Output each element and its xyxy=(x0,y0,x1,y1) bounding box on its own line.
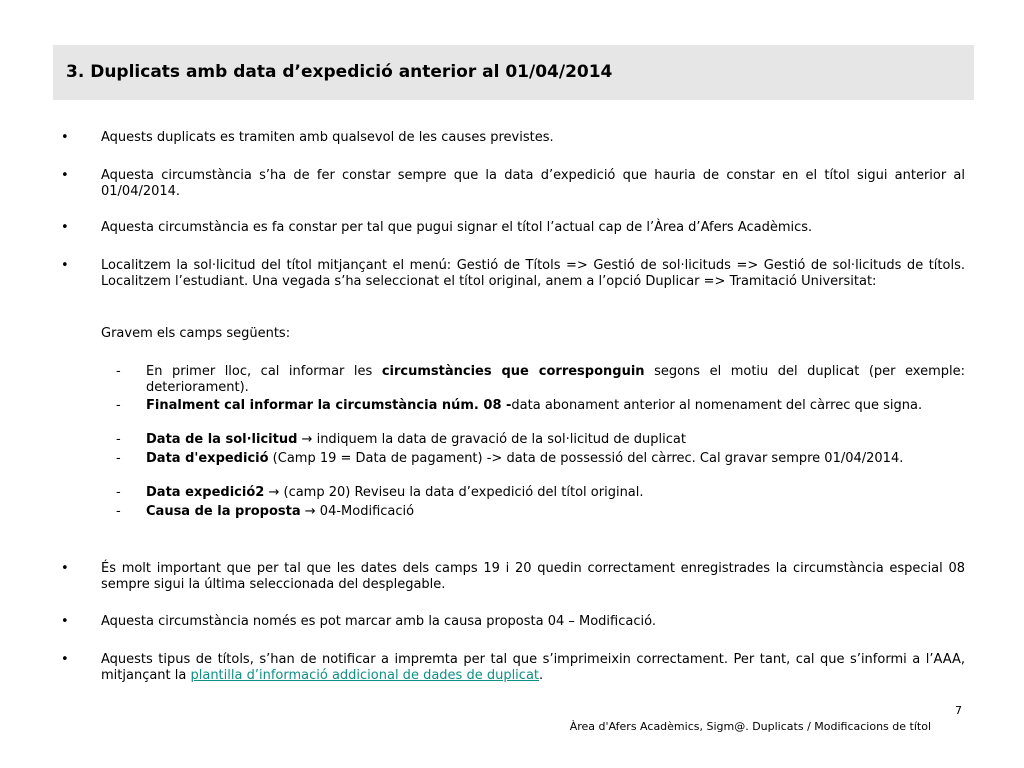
bullet-marker: • xyxy=(61,220,69,235)
sub-item: Causa de la proposta → 04-Modificació xyxy=(146,504,415,519)
dash-marker: - xyxy=(116,364,121,379)
bullet-text: És molt important que per tal que les dates dels camps 19 i 20 quedin correctament enregistrades la circumstància especial 08 sempre sigui la última seleccionada del desplegable. xyxy=(101,561,965,592)
dash-marker: - xyxy=(116,451,121,466)
sub-item: Data d'expedició (Camp 19 = Data de pagament) -> data de possessió del càrrec. Cal gravar sempre 01/04/2014. xyxy=(146,451,904,466)
sub-item: En primer lloc, cal informar les circumstàncies que corresponguin segons el motiu del duplicat (per exemple: deteriorament). xyxy=(146,364,966,395)
dash-marker: - xyxy=(116,485,121,500)
bullet-marker: • xyxy=(61,652,69,667)
template-link[interactable]: plantilla d’informació addicional de dades de duplicat xyxy=(190,668,540,683)
page-number: 7 xyxy=(955,704,962,717)
title-bar xyxy=(53,45,974,100)
slide-title: 3. Duplicats amb data d’expedició anterior al 01/04/2014 xyxy=(66,62,613,82)
dash-marker: - xyxy=(116,504,121,519)
bullet-text: Aquests tipus de títols, s’han de notificar a impremta per tal que s’imprimeixin correctament. Per tant, cal que s’informi a l’AAA, mitjançant la plantilla d’informació addicional de dades de duplicat. xyxy=(101,652,965,683)
bullet-text: Aquesta circumstància s’ha de fer constar sempre que la data d’expedició que hauria de constar en el títol sigui anterior al 01/04/2014. xyxy=(101,168,965,199)
arrow-icon: → xyxy=(268,485,280,500)
arrow-icon: → xyxy=(301,432,313,447)
bullet-marker: • xyxy=(61,614,69,629)
sub-item: Finalment cal informar la circumstància núm. 08 -data abonament anterior al nomenament del càrrec que signa. xyxy=(146,398,923,413)
sub-item: Data expedició2 → (camp 20) Reviseu la data d’expedició del títol original. xyxy=(146,485,644,500)
arrow-icon: → xyxy=(304,504,316,519)
bullet-marker: • xyxy=(61,561,69,576)
bullet-marker: • xyxy=(61,168,69,183)
bullet-text: Aquesta circumstància es fa constar per tal que pugui signar el títol l’actual cap de l’Àrea d’Afers Acadèmics. xyxy=(101,220,813,235)
sub-item: Data de la sol·licitud → indiquem la data de gravació de la sol·licitud de duplicat xyxy=(146,432,686,447)
bullet-text: Aquests duplicats es tramiten amb qualsevol de les causes previstes. xyxy=(101,130,554,145)
dash-marker: - xyxy=(116,432,121,447)
dash-marker: - xyxy=(116,398,121,413)
bullet-text: Localitzem la sol·licitud del títol mitjançant el menú: Gestió de Títols => Gestió de sol·licituds => Gestió de sol·licituds de títols. Localitzem l’estudiant. Una vegada s’ha seleccionat el títol original, anem a l’opció Duplicar => Tramitació Universitat: xyxy=(101,258,965,289)
bullet-text: Aquesta circumstància només es pot marcar amb la causa proposta 04 – Modificació. xyxy=(101,614,656,629)
bullet-marker: • xyxy=(61,130,69,145)
bullet-marker: • xyxy=(61,258,69,273)
fields-intro: Gravem els camps següents: xyxy=(101,326,291,341)
footer-text: Àrea d'Afers Acadèmics, Sigm@. Duplicats / Modificacions de títol xyxy=(569,720,931,733)
